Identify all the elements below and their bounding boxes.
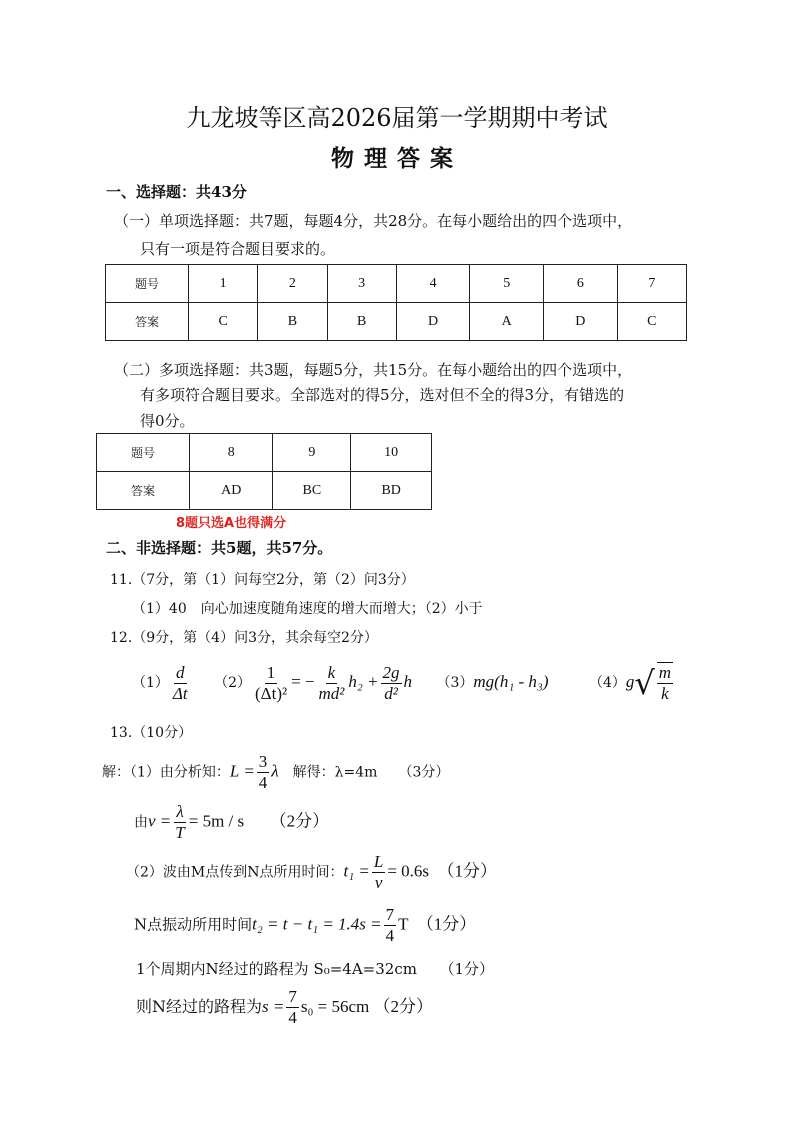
multi-choice-table (96, 433, 432, 510)
q13-line-4 (134, 905, 476, 946)
denominator: 4 (288, 1008, 297, 1027)
cell: 7 (617, 265, 686, 303)
section-1-heading: 一、选择题：共43分 (106, 183, 247, 201)
cell: D (544, 303, 618, 341)
cell: 4 (396, 265, 470, 303)
term: t₂ = t − t₁ = 1.4s = (252, 914, 382, 934)
term: h₂ + (348, 672, 379, 691)
part-label: （2） (214, 675, 251, 691)
text: = 0.6s （1分） (387, 861, 498, 881)
fraction (286, 987, 299, 1028)
denominator: k (661, 684, 669, 703)
cell: BD (351, 472, 432, 510)
header-cell: 答案 (97, 472, 190, 510)
q13-line-2 (134, 802, 329, 843)
cell: 2 (258, 265, 327, 303)
q13-line-5: 1个周期内N经过的路程为 S₀=4A=32cm （1分） (136, 960, 494, 978)
numerator: λ (176, 802, 184, 821)
radical-icon: √ (634, 664, 655, 702)
q12-answers (132, 662, 675, 704)
multi-choice-desc-1: （二）多项选择题：共3题，每题5分，共15分。在每小题给出的四个选项中， (114, 361, 633, 379)
cell: 5 (470, 265, 544, 303)
text: 解：（1）由分析知： (102, 764, 230, 781)
denominator: (Δt)² (255, 683, 288, 703)
text: （2）波由M点传到N点所用时间： (126, 864, 344, 881)
text: 解得：λ=4m （3分） (278, 764, 450, 781)
fraction (372, 852, 385, 893)
cell: 3 (327, 265, 396, 303)
operator: = − (291, 672, 315, 691)
q13-line-1 (102, 752, 449, 793)
header-cell: 题号 (97, 434, 190, 472)
single-choice-desc-2: 只有一项是符合题目要求的。 (140, 240, 336, 258)
fraction (381, 663, 402, 704)
part-label: （4） (588, 675, 626, 691)
table-row (106, 265, 687, 303)
square-root (634, 662, 675, 704)
table-row (97, 472, 432, 510)
cell: B (327, 303, 396, 341)
table-row (106, 303, 687, 341)
part-label: （1） (132, 675, 169, 691)
q13-heading: 13.（10分） (110, 725, 193, 741)
denominator: v (374, 873, 383, 892)
section-2-heading: 二、非选择题：共5题，共57分。 (106, 539, 333, 557)
fraction (171, 663, 190, 704)
fraction (657, 662, 673, 704)
text: 则N经过的路程为 (136, 997, 263, 1016)
cell: AD (190, 472, 273, 510)
cell: 10 (351, 434, 432, 472)
fraction (173, 802, 186, 843)
q13-line-6 (136, 987, 433, 1028)
text: = 5m / s （2分） (188, 811, 330, 831)
q11-answer: （1）40 向心加速度随角速度的增大而增大；（2）小于 (132, 601, 483, 617)
cell: C (189, 303, 258, 341)
cell: 8 (190, 434, 273, 472)
numerator: d (176, 662, 185, 682)
term: t₁ = (343, 861, 370, 881)
text: 由 (134, 814, 148, 831)
exam-subtitle: 物理答案 (331, 145, 463, 172)
numerator: L (373, 852, 384, 871)
term: v = (148, 811, 172, 831)
numerator: 3 (258, 752, 268, 771)
cell: B (258, 303, 327, 341)
term: g (625, 672, 635, 691)
header-cell: 答案 (106, 303, 189, 341)
numerator: 1 (266, 662, 276, 682)
numerator: 7 (288, 987, 297, 1006)
denominator: md² (318, 683, 345, 703)
fraction (257, 752, 270, 793)
term: λ (271, 761, 279, 781)
fraction (253, 663, 289, 704)
part-label: （3） (436, 675, 474, 691)
text: T （1分） (398, 914, 477, 934)
cell: A (470, 303, 544, 341)
cell: 6 (544, 265, 618, 303)
table-row (97, 434, 432, 472)
exam-title: 九龙坡等区高2026届第一学期期中考试 (186, 104, 608, 132)
expression: mg(h₁ - h₃) (473, 672, 549, 691)
numerator: k (327, 662, 336, 682)
grading-note: 8题只选A也得满分 (176, 516, 287, 531)
cell: 1 (189, 265, 258, 303)
denominator: Δt (172, 683, 188, 703)
multi-choice-desc-2: 有多项符合题目要求。全部选对的得5分，选对但不全的得3分，有错选的 (140, 386, 625, 404)
denominator: d² (384, 683, 398, 703)
numerator: 7 (385, 905, 395, 924)
fraction (317, 663, 347, 704)
term: s = (262, 997, 285, 1016)
term: L = (229, 761, 255, 781)
cell: 9 (273, 434, 351, 472)
text: N点振动所用时间 (134, 915, 253, 934)
q12-heading: 12.（9分，第（4）问3分，其余每空2分） (110, 630, 378, 646)
q11-heading: 11.（7分，第（1）问每空2分，第（2）问3分） (110, 572, 415, 588)
cell: D (396, 303, 470, 341)
q13-line-3 (126, 852, 497, 893)
denominator: 4 (258, 773, 268, 792)
numerator: 2g (382, 662, 400, 682)
fraction (384, 905, 397, 946)
cell: BC (273, 472, 351, 510)
term: h (403, 672, 413, 691)
header-cell: 题号 (106, 265, 189, 303)
numerator: m (658, 663, 672, 682)
denominator: 4 (385, 926, 395, 945)
denominator: T (175, 823, 185, 842)
text: s₀ = 56cm （2分） (300, 997, 434, 1016)
single-choice-desc-1: （一）单项选择题：共7题，每题4分，共28分。在每小题给出的四个选项中， (114, 212, 633, 230)
single-choice-table (105, 264, 687, 341)
multi-choice-desc-3: 得0分。 (140, 412, 195, 430)
cell: C (617, 303, 686, 341)
